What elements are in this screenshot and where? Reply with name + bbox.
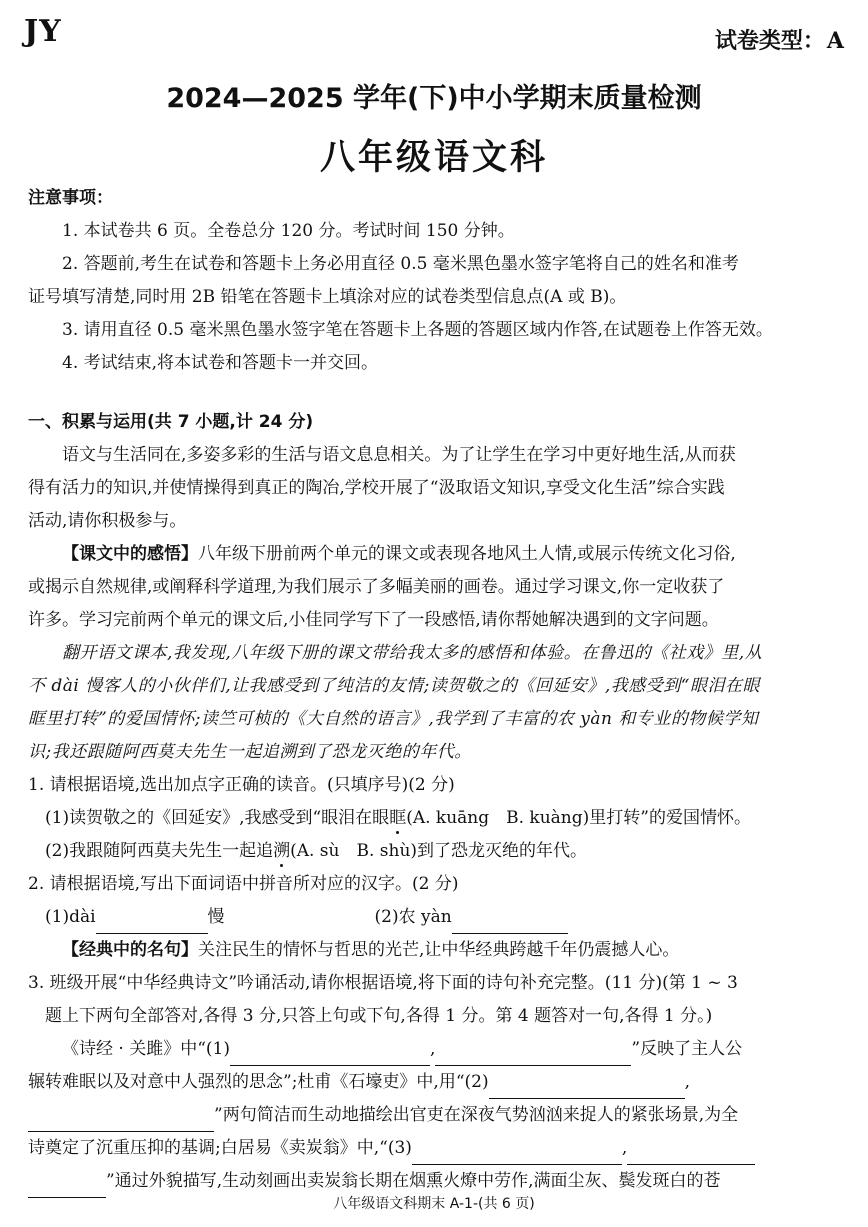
passage-line-4: 识;我还跟随阿西莫夫先生一起追溯到了恐龙灭绝的年代。 <box>28 742 472 762</box>
part1-text-1: 八年级下册前两个单元的课文或表现各地风土人情,或展示传统文化习俗, <box>198 544 736 564</box>
q3-blank-1b[interactable] <box>435 1045 631 1066</box>
q3-blank-3a[interactable] <box>412 1144 622 1165</box>
notes-item-2-cont: 证号填写清楚,同时用 2B 铅笔在答题卡上填涂对应的试卷类型信息点(A 或 B)。 <box>28 287 627 307</box>
exam-subject: 八年级语文科 <box>319 138 548 178</box>
q3-line-2 <box>28 1066 840 1099</box>
passage-line-3: 眶里打转”的爱国情怀;读竺可桢的《大自然的语言》,我学到了丰富的农 yàn 和专业的物候学知 <box>28 709 759 729</box>
q2-stem: 2. 请根据语境,写出下面词语中拼音所对应的汉字。(2 分) <box>28 874 459 894</box>
q3-line-4 <box>28 1132 840 1165</box>
part2-tag: 【经典中的名句】 <box>62 940 198 960</box>
paper-type-value: A <box>826 28 844 54</box>
part1-tag: 【课文中的感悟】 <box>62 544 198 564</box>
q3-stem-1: 3. 班级开展“中华经典诗文”吟诵活动,请你根据语境,将下面的诗句补充完整。(11 分)(第 1 ~ 3 <box>28 973 738 993</box>
q1-item-2-dotted-char: 溯 <box>273 841 291 861</box>
q3-l2-sep: , <box>684 1072 690 1092</box>
q2-items <box>28 901 840 934</box>
notes-heading: 注意事项： <box>28 188 113 208</box>
q3-l1-c: ”反映了主人公 <box>631 1039 743 1059</box>
section-1 <box>28 406 840 1198</box>
part2-text: 关注民生的情怀与哲思的光芒,让中华经典跨越千年仍震撼人心。 <box>198 940 680 960</box>
q1-item-1-post: (A. kuāng B. kuàng)里打转”的爱国情怀。 <box>406 808 751 828</box>
q2-a-suffix: 慢 <box>207 907 225 927</box>
q2-b-blank[interactable] <box>452 913 568 934</box>
q3-l4-a: 诗奠定了沉重压抑的基调;白居易《卖炭翁》中,“(3) <box>28 1138 412 1158</box>
q3-blank-2b[interactable] <box>28 1111 214 1132</box>
paper-type <box>715 24 844 55</box>
intro-line-1: 语文与生活同在,多姿多彩的生活与语文息息相关。为了让学生在学习中更好地生活,从而获 <box>62 445 736 465</box>
q3-l2-a: 辗转难眠以及对意中人强烈的思念”;杜甫《石壕吏》中,用“(2) <box>28 1072 489 1092</box>
q1-item-2 <box>28 835 840 868</box>
notes-item-2: 2. 答题前,考生在试卷和答题卡上务必用直径 0.5 毫米黑色墨水签字笔将自己的姓名和准考 <box>62 254 739 274</box>
part1-line-1 <box>28 538 840 571</box>
q1-item-2-pre: (2)我跟随阿西莫夫先生一起追 <box>45 841 274 861</box>
notes-item-4: 4. 考试结束,将本试卷和答题卡一并交回。 <box>62 353 379 373</box>
q3-line-1 <box>28 1033 840 1066</box>
q2-a-label: (1)dài <box>45 907 96 927</box>
q3-l1-a: 《诗经 · 关雎》中“(1) <box>62 1039 230 1059</box>
q1-item-1-pre: (1)读贺敬之的《回延安》,我感受到“眼泪在眼 <box>45 808 390 828</box>
exam-code: JY <box>24 14 62 49</box>
q3-l3-a: ”两句简洁而生动地描绘出官吏在深夜气势汹汹来捉人的紧张场景,为全 <box>214 1105 739 1125</box>
intro-line-3: 活动,请你积极参与。 <box>28 511 187 531</box>
q1-item-1-dotted-char: 眶 <box>389 808 407 828</box>
passage-line-1: 翻开语文课本,我发现,八年级下册的课文带给我太多的感悟和体验。在鲁迅的《社戏》里,从 <box>62 643 763 663</box>
paper-type-label: 试卷类型： <box>714 29 825 54</box>
part2-line <box>28 934 840 967</box>
page-footer: 八年级语文科期末 A-1-(共 6 页) <box>333 1196 535 1212</box>
intro-line-2: 得有活力的知识,并使情操得到真正的陶冶,学校开展了“汲取语文知识,享受文化生活”综合实践 <box>28 478 725 498</box>
q3-blank-2a[interactable] <box>489 1078 685 1099</box>
notes-item-3: 3. 请用直径 0.5 毫米黑色墨水签字笔在答题卡上各题的答题区域内作答,在试题卷上作答无效。 <box>62 320 773 340</box>
exam-title: 2024—2025 学年(下)中小学期末质量检测 <box>166 83 702 114</box>
q2-a-blank[interactable] <box>96 913 208 934</box>
q3-line-3 <box>28 1099 840 1132</box>
part1-line-3: 许多。学习完前两个单元的课文后,小佳同学写下了一段感悟,请你帮她解决遇到的文字问题。 <box>28 610 719 630</box>
section-heading: 一、积累与运用(共 7 小题,计 24 分) <box>28 412 314 432</box>
q3-l5-a: ”通过外貌描写,生动刻画出卖炭翁长期在烟熏火燎中劳作,满面尘灰、鬓发斑白的苍 <box>106 1171 721 1191</box>
q3-l1-sep: , <box>429 1039 436 1059</box>
q2-b-label: (2)农 yàn <box>374 907 452 927</box>
q3-stem-2: 题上下两句全部答对,各得 3 分,只答上句或下句,各得 1 分。第 4 题答对一句,各得 1 分。) <box>45 1006 713 1026</box>
part1-line-2: 或揭示自然规律,或阐释科学道理,为我们展示了多幅美丽的画卷。通过学习课文,你一定收获了 <box>28 577 725 597</box>
q1-item-2-post: (A. sù B. shù)到了恐龙灭绝的年代。 <box>290 841 588 861</box>
q3-blank-1a[interactable] <box>230 1045 430 1066</box>
q3-l4-sep: , <box>621 1138 628 1158</box>
passage-line-2: 不 dài 慢客人的小伙伴们,让我感受到了纯洁的友情;读贺敬之的《回延安》,我感受到“眼泪在眼 <box>28 676 760 696</box>
notes-section <box>28 182 840 380</box>
notes-item-1: 1. 本试卷共 6 页。全卷总分 120 分。考试时间 150 分钟。 <box>62 221 515 241</box>
q3-blank-3b-start[interactable] <box>627 1144 755 1165</box>
q1-stem: 1. 请根据语境,选出加点字正确的读音。(只填序号)(2 分) <box>28 775 455 795</box>
q1-item-1 <box>28 802 840 835</box>
